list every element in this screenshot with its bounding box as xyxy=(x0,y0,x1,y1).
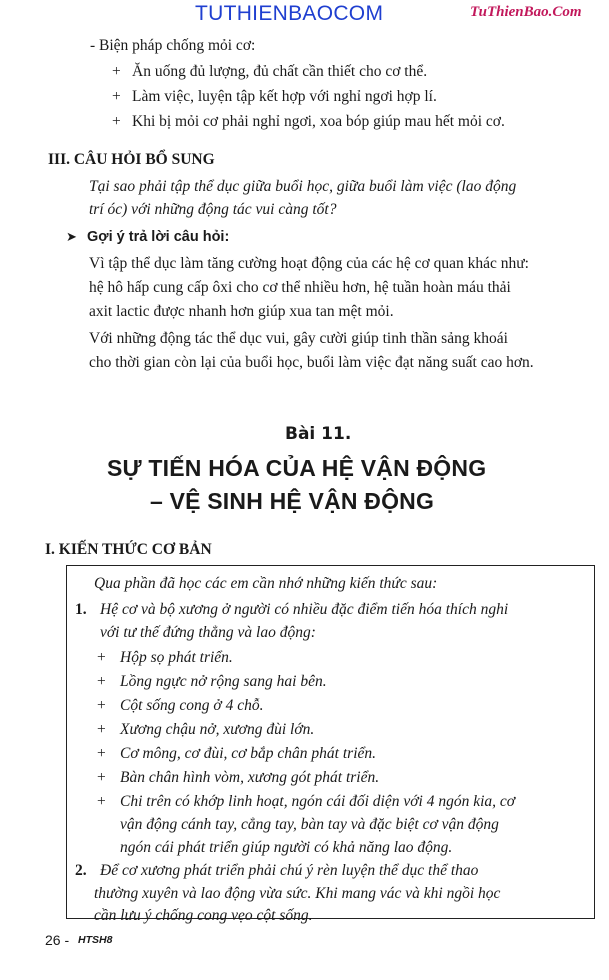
para1-line-1: Vì tập thể dục làm tăng cường hoạt động của các hệ cơ quan khác như: xyxy=(89,255,529,272)
bullet-marker: + xyxy=(97,673,106,690)
bullet-marker: + xyxy=(112,63,121,80)
bullet-marker: + xyxy=(112,113,121,130)
bullet-marker: + xyxy=(97,793,106,810)
box-bullet-2: Lồng ngực nở rộng sang hai bên. xyxy=(120,673,327,690)
watermark-left: TUTHIENBAOCOM xyxy=(195,2,384,25)
item-2-line-3: cần lưu ý chống cong vẹo cột sống. xyxy=(94,907,313,924)
para1-line-3: axit lactic được nhanh hơn giúp xua tan mệt mỏi. xyxy=(89,303,394,320)
para2-line-1: Với những động tác thể dục vui, gây cười giúp tinh thần sảng khoái xyxy=(89,330,508,347)
box-bullet-6: Bàn chân hình vòm, xương gót phát triển. xyxy=(120,769,380,786)
bullet-marker: + xyxy=(97,721,106,738)
para2-line-2: cho thời gian còn lại của buổi học, buổi làm việc đạt năng suất cao hơn. xyxy=(89,354,534,371)
arrow-icon: ➤ xyxy=(66,229,77,244)
question-line-1: Tại sao phải tập thể dục giữa buổi học, giữa buổi làm việc (lao động xyxy=(89,178,517,195)
bullet-marker: + xyxy=(112,88,121,105)
box-bullet-5: Cơ mông, cơ đùi, cơ bắp chân phát triển. xyxy=(120,745,376,762)
item-1-number: 1. xyxy=(75,601,87,618)
hint-label: Gợi ý trả lời câu hỏi: xyxy=(87,229,230,245)
bullet-marker: + xyxy=(97,745,106,762)
lesson-title-line-1: SỰ TIẾN HÓA CỦA HỆ VẬN ĐỘNG xyxy=(107,455,487,481)
top-bullet-1: Ăn uống đủ lượng, đủ chất cần thiết cho cơ thể. xyxy=(132,63,428,80)
section-1-heading: I. KIẾN THỨC CƠ BẢN xyxy=(45,541,212,558)
box-bullet-1: Hộp sọ phát triển. xyxy=(120,649,233,666)
page-number: 26 - xyxy=(45,932,70,948)
box-bullet-4: Xương chậu nở, xương đùi lớn. xyxy=(120,721,315,738)
box-intro: Qua phần đã học các em cần nhớ những kiến thức sau: xyxy=(94,575,438,592)
watermark-right: TuThienBao.Com xyxy=(470,4,582,20)
section-3-heading: III. CÂU HỎI BỔ SUNG xyxy=(48,151,215,168)
item-2-line-1: Để cơ xương phát triển phải chú ý rèn luyện thể dục thể thao xyxy=(100,862,479,879)
top-bullet-2: Làm việc, luyện tập kết hợp với nghỉ ngơi hợp lí. xyxy=(132,88,437,105)
para1-line-2: hệ hô hấp cung cấp ôxi cho cơ thể nhiều hơn, hệ tuần hoàn máu thải xyxy=(89,279,511,296)
box-bullet-7-line-2: vận động cánh tay, cẳng tay, bàn tay và đặc biệt cơ vận động xyxy=(120,816,499,833)
dash-line: - Biện pháp chống mỏi cơ: xyxy=(90,37,256,54)
top-bullet-3: Khi bị mỏi cơ phải nghỉ ngơi, xoa bóp giúp mau hết mỏi cơ. xyxy=(132,113,505,130)
bullet-marker: + xyxy=(97,649,106,666)
box-bullet-7-line-1: Chi trên có khớp linh hoạt, ngón cái đối diện với 4 ngón kia, cơ xyxy=(120,793,516,810)
item-2-number: 2. xyxy=(75,862,87,879)
bullet-marker: + xyxy=(97,697,106,714)
bullet-marker: + xyxy=(97,769,106,786)
lesson-label: Bài 11. xyxy=(285,424,352,444)
question-line-2: trí óc) với những động tác vui càng tốt? xyxy=(89,201,337,218)
box-bullet-3: Cột sống cong ở 4 chỗ. xyxy=(120,697,264,714)
book-code: HTSH8 xyxy=(78,934,113,946)
item-1-line-1: Hệ cơ và bộ xương ở người có nhiều đặc điểm tiến hóa thích nghi xyxy=(100,601,509,618)
lesson-title-line-2: – VỆ SINH HỆ VẬN ĐỘNG xyxy=(150,488,435,514)
item-2-line-2: thường xuyên và lao động vừa sức. Khi mang vác và khi ngồi học xyxy=(94,885,501,902)
box-bullet-7-line-3: ngón cái phát triển giúp người có khả năng lao động. xyxy=(120,839,453,856)
item-1-line-2: với tư thế đứng thẳng và lao động: xyxy=(100,624,316,641)
